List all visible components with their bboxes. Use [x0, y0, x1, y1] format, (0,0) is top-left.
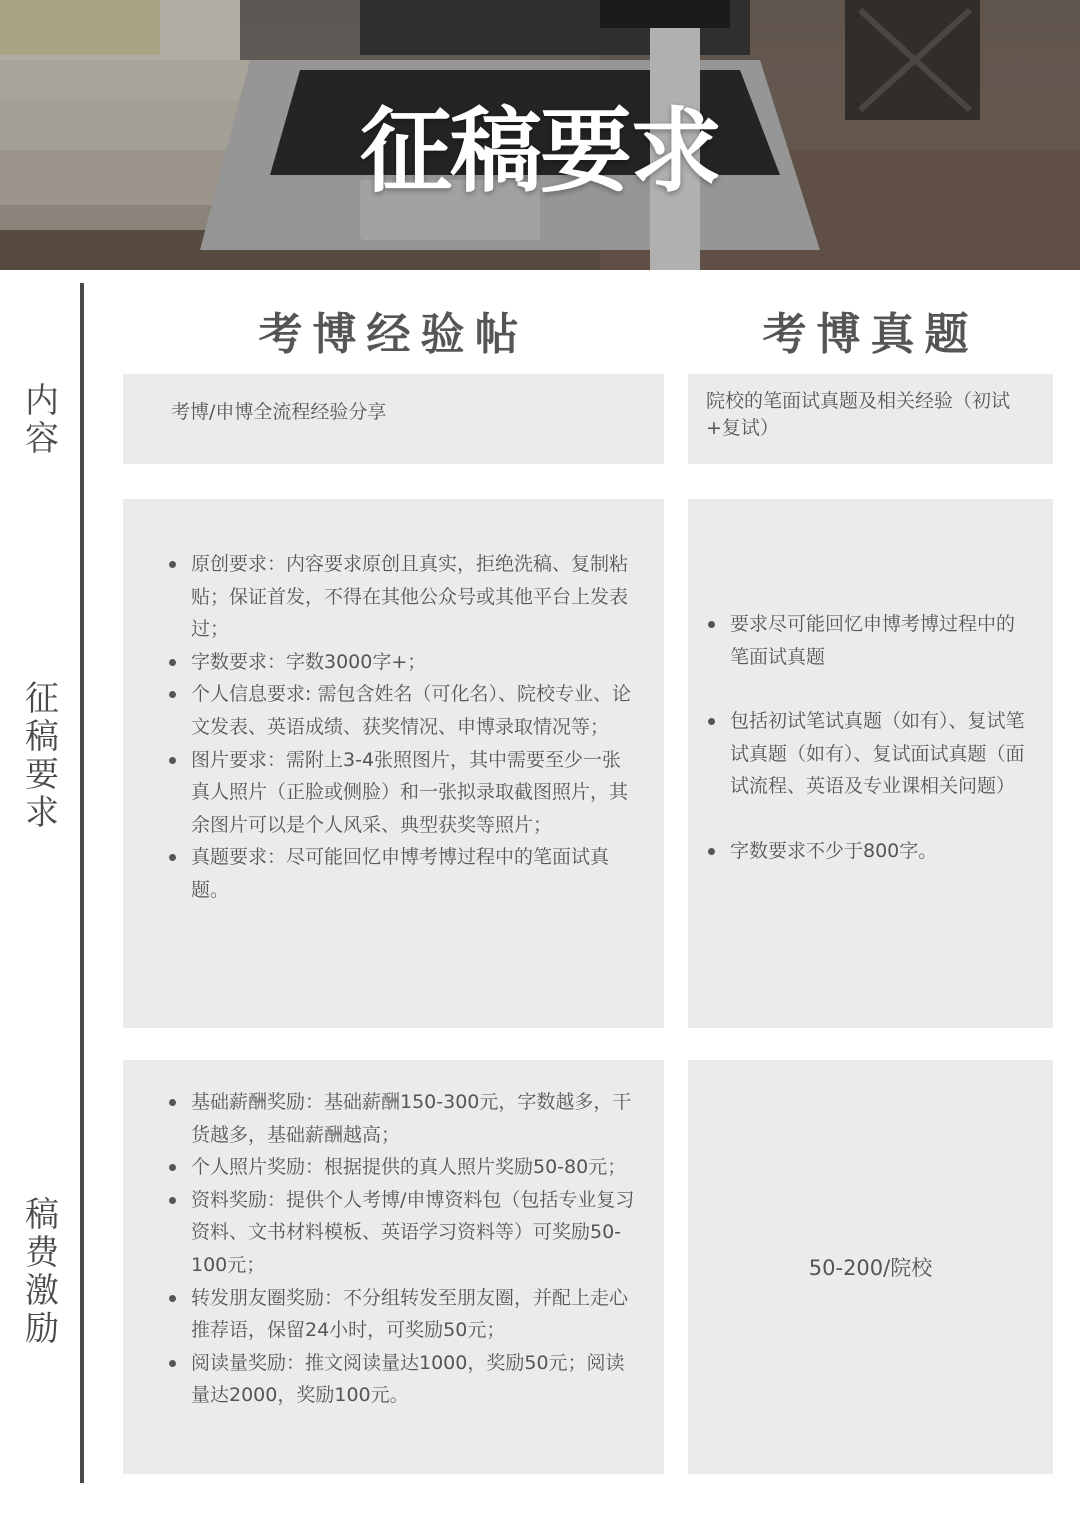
rewards-box-exam-questions	[688, 1060, 1053, 1474]
list-item: 个人信息要求: 需包含姓名（可化名）、院校专业、论文发表、英语成绩、获奖情况、申博录取情况等；	[165, 678, 635, 743]
requirements-box-exam-questions	[688, 499, 1053, 1028]
row-label-char: 容	[25, 419, 59, 459]
requirements-list	[165, 548, 635, 907]
row-label-char: 稿	[25, 717, 59, 757]
list-item: 基础薪酬奖励：基础薪酬150-300元，字数越多，干货越多，基础薪酬越高；	[165, 1086, 635, 1151]
list-item: 字数要求：字数3000字+；	[165, 646, 635, 679]
list-item: 图片要求：需附上3-4张照图片，其中需要至少一张真人照片（正脸或侧脸）和一张拟录取截图照片，其余图片可以是个人风采、典型获奖等照片；	[165, 744, 635, 842]
reward-amount: 50-200/院校	[808, 1256, 933, 1280]
list-item: 要求尽可能回忆申博考博过程中的笔面试真题	[704, 608, 1029, 673]
row-label-char: 征	[25, 679, 59, 719]
column-heading-exam-questions: 考博真题	[762, 309, 979, 360]
content-box-exam-questions	[688, 374, 1053, 464]
left-rail-divider	[80, 283, 84, 1483]
list-item: 转发朋友圈奖励：不分组转发至朋友圈，并配上走心推荐语，保留24小时，可奖励50元；	[165, 1282, 635, 1347]
content-text: 考博/申博全流程经验分享	[171, 401, 387, 423]
content-text: 院校的笔面试真题及相关经验（初试+复试）	[706, 390, 1011, 439]
row-label-char: 内	[25, 381, 59, 421]
column-heading-experience: 考博经验帖	[258, 309, 529, 360]
row-label-rewards	[12, 1196, 72, 1348]
row-label-content	[12, 382, 72, 458]
list-item: 个人照片奖励：根据提供的真人照片奖励50-80元；	[165, 1151, 635, 1184]
content-box-experience	[123, 374, 664, 464]
list-item: 原创要求：内容要求原创且真实，拒绝洗稿、复制粘贴；保证首发，不得在其他公众号或其他平台上发表过；	[165, 548, 635, 646]
banner-title: 征稿要求	[359, 98, 720, 205]
rewards-list	[165, 1086, 635, 1412]
row-label-char: 求	[25, 793, 59, 833]
row-label-char: 励	[25, 1309, 59, 1349]
row-label-char: 稿	[25, 1195, 59, 1235]
row-label-char: 激	[25, 1271, 59, 1311]
row-label-char: 要	[25, 755, 59, 795]
row-label-char: 费	[25, 1233, 59, 1273]
list-item: 资料奖励：提供个人考博/申博资料包（包括专业复习资料、文书材料模板、英语学习资料等）可奖励50-100元；	[165, 1184, 635, 1282]
list-item: 真题要求：尽可能回忆申博考博过程中的笔面试真题。	[165, 841, 635, 906]
requirements-list	[704, 608, 1029, 868]
requirements-box-experience	[123, 499, 664, 1028]
row-label-requirements	[12, 680, 72, 832]
rewards-box-experience	[123, 1060, 664, 1474]
list-item: 包括初试笔试真题（如有）、复试笔试真题（如有）、复试面试真题（面试流程、英语及专业课相关问题）	[704, 705, 1029, 803]
list-item: 字数要求不少于800字。	[704, 835, 1029, 868]
list-item: 阅读量奖励：推文阅读量达1000，奖励50元；阅读量达2000，奖励100元。	[165, 1347, 635, 1412]
header-banner	[0, 0, 1080, 270]
